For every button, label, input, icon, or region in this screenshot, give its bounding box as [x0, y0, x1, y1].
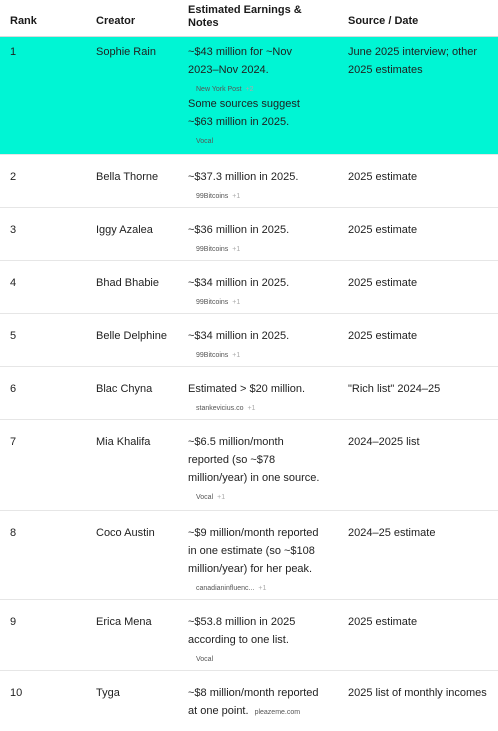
citation-link[interactable]: Vocal +1 — [196, 494, 226, 501]
table-row — [0, 511, 498, 600]
citation-link[interactable]: 99Bitcoins +1 — [196, 246, 241, 253]
notes-cell: ~$9 million/month reported in one estimate (so ~$108 million/year) for her peak. canadianinfluenc... +1 — [188, 527, 319, 592]
notes-cell: Estimated > $20 million. stankevicius.co +1 — [188, 383, 306, 412]
rank-cell: 7 — [10, 436, 17, 448]
source-cell: 2025 estimate — [348, 330, 418, 342]
header-notes: Estimated Earnings & Notes — [188, 4, 302, 29]
table-row — [0, 420, 498, 511]
citation-link[interactable]: New York Post +2 — [196, 86, 254, 93]
citation-link[interactable]: 99Bitcoins +1 — [196, 352, 241, 359]
creator-cell: Tyga — [96, 687, 120, 699]
source-cell: 2025 estimate — [348, 224, 418, 236]
header-rank: Rank — [10, 15, 37, 27]
table-row — [0, 314, 498, 367]
notes-cell: ~$6.5 million/month reported (so ~$78 million/year) in one source. Vocal +1 — [188, 436, 320, 501]
table-row — [0, 208, 498, 261]
creator-cell: Bella Thorne — [96, 171, 159, 183]
source-cell: 2024–2025 list — [348, 436, 420, 448]
citation-link[interactable]: Vocal — [196, 656, 214, 663]
table-row — [0, 671, 498, 731]
rank-cell: 5 — [10, 330, 17, 342]
notes-cell: ~$43 million for ~Nov 2023–Nov 2024. New York Post +2 Some sources suggest ~$63 million in 2025. Vocal — [188, 46, 300, 145]
source-cell: 2025 estimate — [348, 171, 418, 183]
rank-cell: 8 — [10, 527, 17, 539]
notes-cell: ~$37.3 million in 2025. 99Bitcoins +1 — [188, 171, 299, 200]
rank-cell: 9 — [10, 616, 17, 628]
table-header — [0, 0, 498, 37]
table-row — [0, 367, 498, 420]
rank-cell: 4 — [10, 277, 17, 289]
notes-cell: ~$53.8 million in 2025 according to one list. Vocal — [188, 616, 296, 663]
creator-cell: Mia Khalifa — [96, 436, 151, 448]
citation-link[interactable]: 99Bitcoins +1 — [196, 193, 241, 200]
table-row — [0, 261, 498, 314]
source-cell: 2025 estimate — [348, 277, 418, 289]
rank-cell: 10 — [10, 687, 23, 699]
citation-link[interactable]: stankevicius.co +1 — [196, 405, 256, 412]
table-row — [0, 600, 498, 671]
creator-cell: Blac Chyna — [96, 383, 153, 395]
header-source: Source / Date — [348, 15, 419, 27]
citation-link[interactable]: 99Bitcoins +1 — [196, 299, 241, 306]
citation-link[interactable]: Vocal — [196, 138, 214, 145]
notes-cell: ~$8 million/month reported at one point. pleazeme.com — [188, 687, 319, 717]
source-cell: 2025 list of monthly incomes — [348, 687, 487, 699]
table-row — [0, 37, 498, 155]
creator-cell: Sophie Rain — [96, 46, 156, 58]
citation-link[interactable]: canadianinfluenc... +1 — [196, 585, 267, 592]
notes-cell: ~$34 million in 2025. 99Bitcoins +1 — [188, 330, 290, 359]
rank-cell: 1 — [10, 46, 17, 58]
rank-cell: 3 — [10, 224, 17, 236]
creator-cell: Bhad Bhabie — [96, 277, 159, 289]
source-cell: 2024–25 estimate — [348, 527, 436, 539]
source-cell: "Rich list" 2024–25 — [348, 383, 441, 395]
notes-cell: ~$34 million in 2025. 99Bitcoins +1 — [188, 277, 290, 306]
table-row — [0, 155, 498, 208]
creator-cell: Belle Delphine — [96, 330, 167, 342]
creator-cell: Iggy Azalea — [96, 224, 153, 236]
source-cell: 2025 estimate — [348, 616, 418, 628]
source-cell: June 2025 interview; other 2025 estimates — [348, 46, 478, 76]
header-creator: Creator — [96, 15, 136, 27]
notes-cell: ~$36 million in 2025. 99Bitcoins +1 — [188, 224, 290, 253]
rank-cell: 6 — [10, 383, 17, 395]
creator-cell: Erica Mena — [96, 616, 152, 628]
rank-cell: 2 — [10, 171, 17, 183]
citation-link[interactable]: pleazeme.com — [254, 709, 301, 716]
creator-cell: Coco Austin — [96, 527, 155, 539]
